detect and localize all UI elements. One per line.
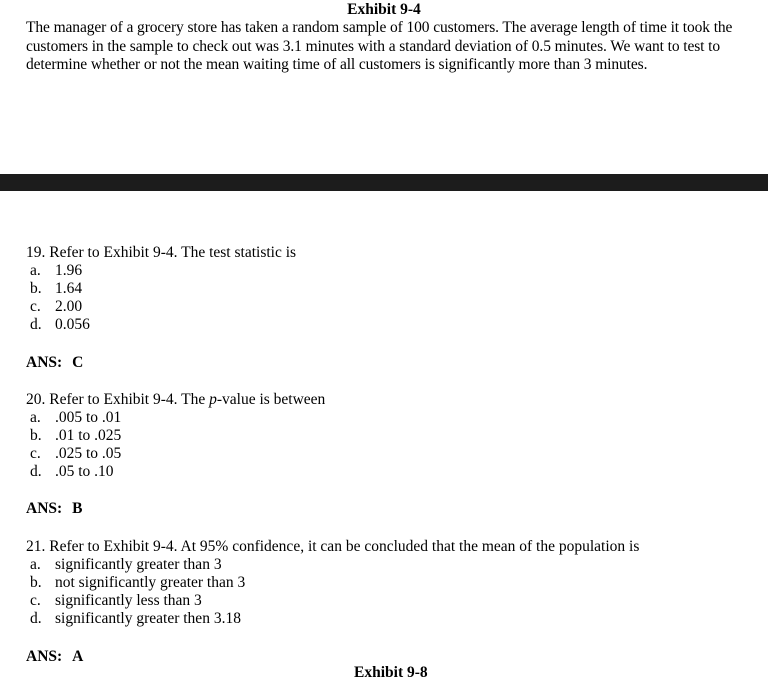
question-stem: 19. Refer to Exhibit 9-4. The test statistic is	[26, 244, 297, 261]
answer-label: ANS:	[26, 648, 63, 665]
option-d	[26, 463, 756, 481]
option-text: significantly greater than 3	[55, 556, 222, 573]
option-text: significantly less than 3	[55, 592, 202, 609]
exhibit-description: The manager of a grocery store has taken a random sample of 100 customers. The average length of time it took the customers in the sample to check out was 3.1 minutes with a standard deviation of 0.5 minutes. We want to test to determine whether or not the mean waiting time of all customers is significantly more than 3 minutes.	[26, 19, 733, 73]
question-stem-italic: p	[209, 391, 217, 408]
answer-options	[26, 556, 756, 628]
option-b	[26, 574, 756, 592]
answer-options	[26, 409, 756, 481]
option-letter: d.	[30, 610, 42, 627]
next-exhibit-title-partial: Exhibit 9-8	[354, 664, 428, 681]
question-stem	[26, 391, 756, 409]
option-text: 1.64	[55, 280, 83, 297]
option-text: .025 to .05	[55, 445, 122, 462]
page-divider-bar	[0, 174, 768, 191]
option-b	[26, 280, 756, 298]
option-d	[26, 316, 756, 334]
answer-label: ANS:	[26, 500, 63, 517]
option-a	[26, 556, 756, 574]
option-letter: a.	[30, 556, 41, 573]
option-letter: b.	[30, 427, 42, 444]
option-letter: c.	[30, 445, 41, 462]
answer-label: ANS:	[26, 354, 63, 371]
option-text: .05 to .10	[55, 463, 114, 480]
answer-value: B	[72, 500, 83, 517]
question-stem-start: 20. Refer to Exhibit 9-4. The	[26, 391, 210, 408]
option-c	[26, 445, 756, 463]
option-letter: d.	[30, 316, 42, 333]
answer-21	[26, 648, 83, 666]
question-19	[26, 244, 756, 334]
option-a	[26, 409, 756, 427]
option-c	[26, 298, 756, 316]
option-text: 2.00	[55, 298, 83, 315]
option-letter: b.	[30, 574, 42, 591]
option-text: .01 to .025	[55, 427, 122, 444]
option-b	[26, 427, 756, 445]
answer-options	[26, 262, 756, 334]
option-letter: c.	[30, 298, 41, 315]
question-21	[26, 538, 756, 628]
option-text: not significantly greater than 3	[55, 574, 246, 591]
option-text: significantly greater then 3.18	[55, 610, 241, 627]
option-letter: d.	[30, 463, 42, 480]
option-text: 0.056	[55, 316, 90, 333]
option-text: .005 to .01	[55, 409, 122, 426]
answer-20	[26, 500, 83, 518]
option-a	[26, 262, 756, 280]
option-text: 1.96	[55, 262, 83, 279]
exhibit-title: Exhibit 9-4	[347, 1, 421, 18]
option-letter: c.	[30, 592, 41, 609]
option-letter: b.	[30, 280, 42, 297]
question-20	[26, 391, 756, 481]
answer-value: C	[72, 354, 84, 371]
option-d	[26, 610, 756, 628]
question-stem-end: -value is between	[216, 391, 326, 408]
answer-19	[26, 354, 83, 372]
option-c	[26, 592, 756, 610]
option-letter: a.	[30, 262, 41, 279]
option-letter: a.	[30, 409, 41, 426]
answer-value: A	[72, 648, 84, 665]
question-stem: 21. Refer to Exhibit 9-4. At 95% confidence, it can be concluded that the mean of the population is	[26, 538, 640, 555]
